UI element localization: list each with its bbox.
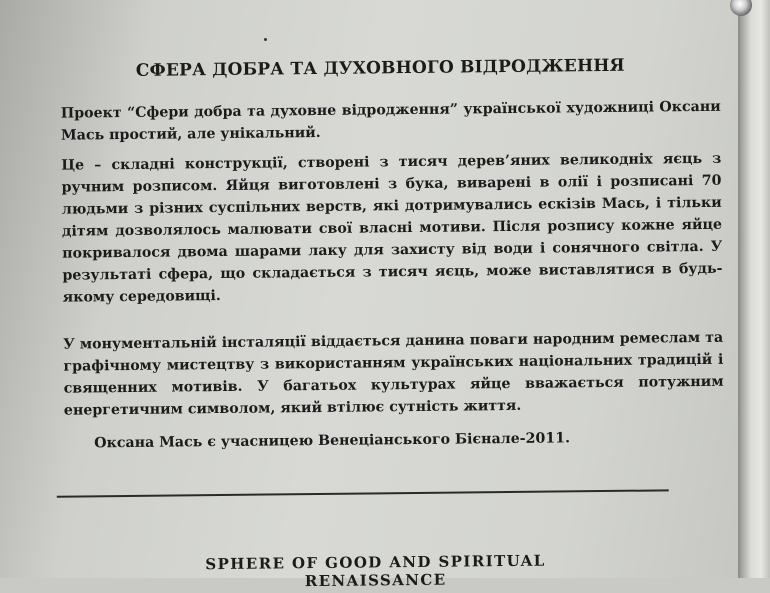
- divider-line: [57, 489, 669, 497]
- paragraph-construction: Це – складні конструкції, створені з тисяч дерев’яних великодніх яєць з ручним розписом. Яйця виготовлені з бука, виварені в олії і розписані 70 людьми з різних суспільних верств, які дотримувались ескізів Мась, і тільки дітям дозволялось малювати свої власні мотиви. Після розпису кожне яйце покривалося двома шарами лаку для захисту від води і сонячного світла. У результаті сфера, що складається з тисяч яєць, може виставлятися в будь-якому середовищі.: [61, 150, 723, 306]
- board-edge: [738, 0, 770, 578]
- paragraph-biennale: Оксана Мась є учасницею Венеціанського Бієнале-2011.: [94, 430, 571, 452]
- paragraph-tribute: У монументальній інсталяції віддається данина поваги народним ремеслам та графічному мистецтву з використанням українських національних традицій і священних мотивів. У багатьох культурах яйце вважається потужним енергетичним символом, який втілює сутність життя.: [63, 329, 724, 419]
- english-title: SPHERE OF GOOD AND SPIRITUAL RENAISSANCE: [205, 551, 546, 591]
- notice-title: СФЕРА ДОБРА ТА ДУХОВНОГО ВІДРОДЖЕННЯ: [135, 55, 625, 81]
- paragraph-intro: Проект “Сфери добра та духовне відродження” української художниці Оксани Мась простий, але унікальний.: [60, 98, 721, 144]
- notice-sheet: [30, 33, 736, 591]
